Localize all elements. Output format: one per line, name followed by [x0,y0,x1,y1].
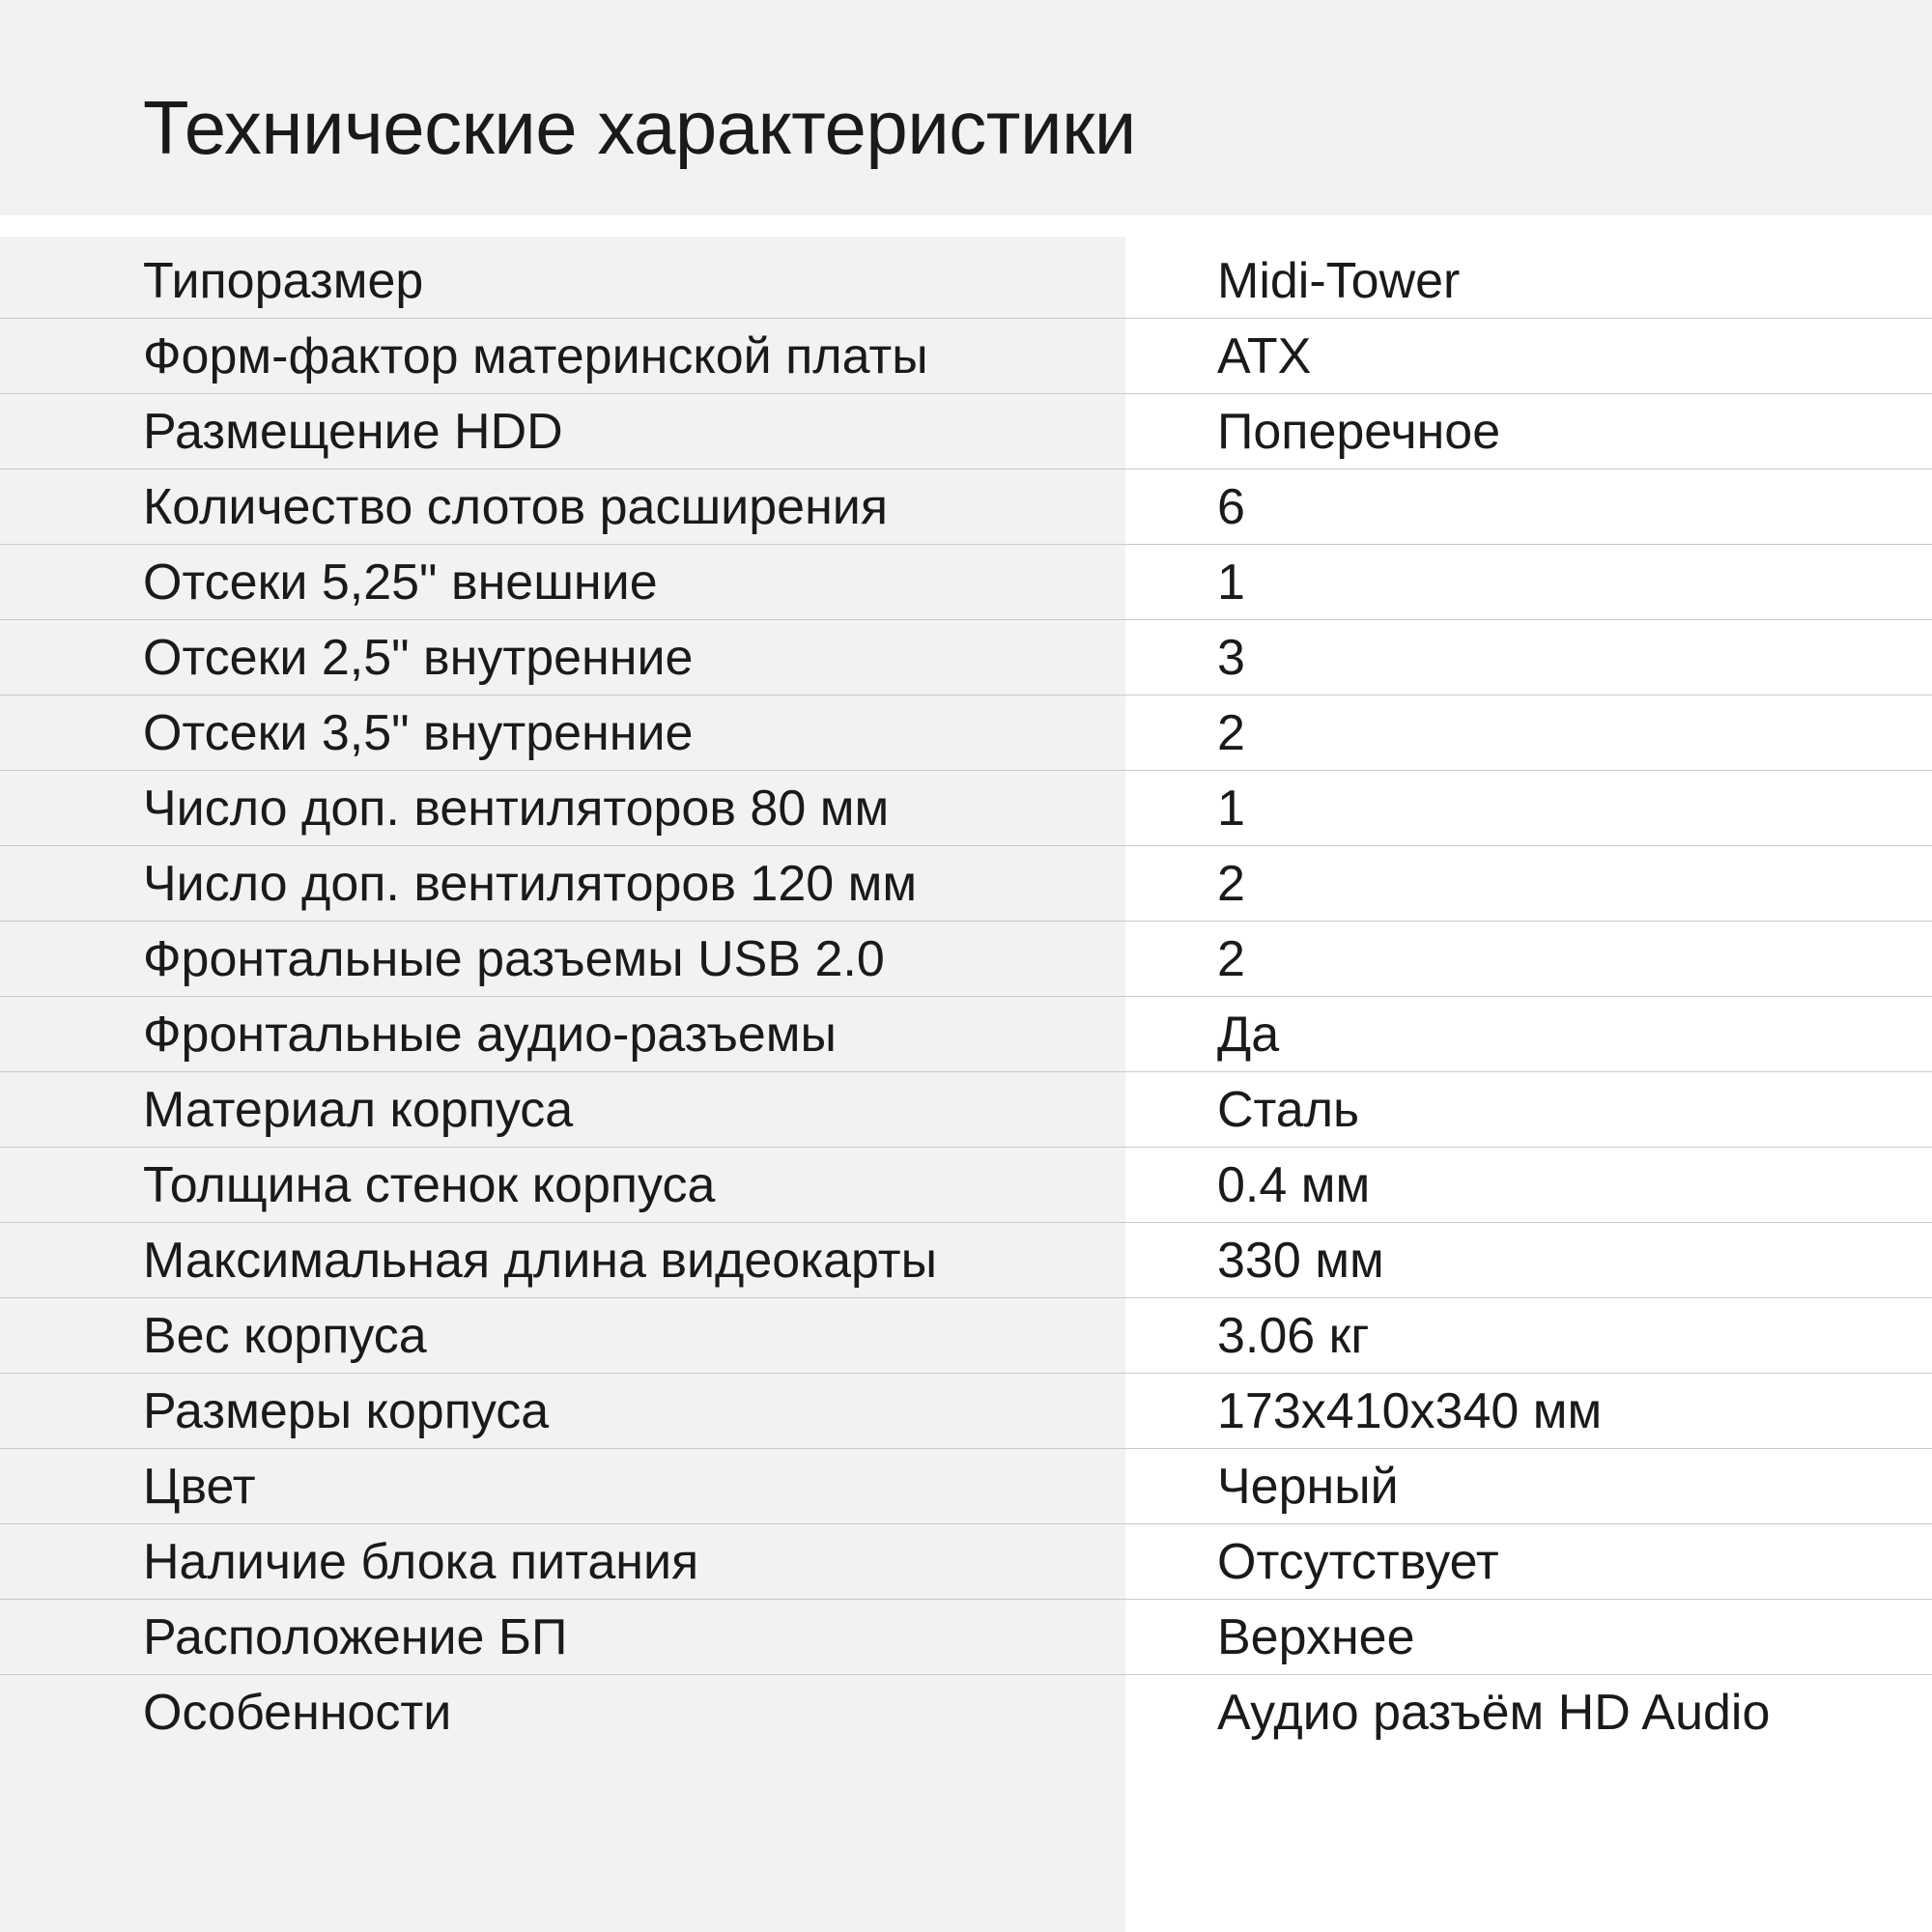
spec-value: 6 [1217,479,1245,535]
spec-row [0,545,1932,620]
spec-row [0,319,1932,394]
spec-value: Да [1217,1007,1280,1063]
spec-value: 1 [1217,781,1245,837]
spec-value: Отсутствует [1217,1534,1499,1590]
spec-row [0,1524,1932,1600]
spec-value: Поперечное [1217,404,1501,460]
spec-value: 330 мм [1217,1233,1384,1289]
spec-value: Верхнее [1217,1609,1415,1665]
spec-label: Фронтальные аудио-разъемы [143,1007,837,1063]
header-band [0,0,1932,215]
spec-value: 0.4 мм [1217,1157,1371,1213]
spec-row [0,1072,1932,1148]
spec-label: Число доп. вентиляторов 80 мм [143,781,890,837]
spec-value: 3.06 кг [1217,1308,1370,1364]
spec-value: 1 [1217,554,1245,611]
spec-label: Размещение HDD [143,404,563,460]
spec-label: Материал корпуса [143,1082,574,1138]
spec-label: Отсеки 5,25" внешние [143,554,658,611]
spec-row [0,1298,1932,1374]
spec-value: 173x410x340 мм [1217,1383,1603,1439]
spec-value: 2 [1217,705,1245,761]
spec-label: Отсеки 2,5" внутренние [143,630,694,686]
spec-row [0,394,1932,469]
spec-label: Особенности [143,1685,452,1741]
spec-value: 3 [1217,630,1245,686]
spec-row [0,1675,1932,1750]
spec-value: 2 [1217,931,1245,987]
spec-row [0,620,1932,696]
spec-value: 2 [1217,856,1245,912]
spec-row [0,997,1932,1072]
spec-label: Размеры корпуса [143,1383,550,1439]
spec-row [0,1148,1932,1223]
spec-value: Midi-Tower [1217,253,1461,309]
spec-label: Число доп. вентиляторов 120 мм [143,856,918,912]
spec-row [0,1374,1932,1449]
spec-row [0,846,1932,922]
spec-label: Фронтальные разъемы USB 2.0 [143,931,885,987]
spec-label: Толщина стенок корпуса [143,1157,716,1213]
spec-value: Черный [1217,1459,1399,1515]
spec-value: Аудио разъём HD Audio [1217,1685,1771,1741]
spec-row [0,1600,1932,1675]
spec-label: Цвет [143,1459,256,1515]
spec-row [0,243,1932,319]
spec-value: Сталь [1217,1082,1360,1138]
spec-row [0,1449,1932,1524]
spec-label: Отсеки 3,5" внутренние [143,705,694,761]
spec-value: ATX [1217,328,1312,384]
spec-label: Типоразмер [143,253,424,309]
spec-row [0,469,1932,545]
specs-table [0,243,1932,1750]
spec-label: Форм-фактор материнской платы [143,328,928,384]
spec-row [0,1223,1932,1298]
spec-label: Максимальная длина видеокарты [143,1233,937,1289]
spec-row [0,696,1932,771]
spec-label: Количество слотов расширения [143,479,888,535]
page-title: Технические характеристики [143,85,1136,170]
spec-row [0,922,1932,997]
spec-label: Вес корпуса [143,1308,427,1364]
spec-label: Расположение БП [143,1609,568,1665]
spec-row [0,771,1932,846]
spec-label: Наличие блока питания [143,1534,699,1590]
